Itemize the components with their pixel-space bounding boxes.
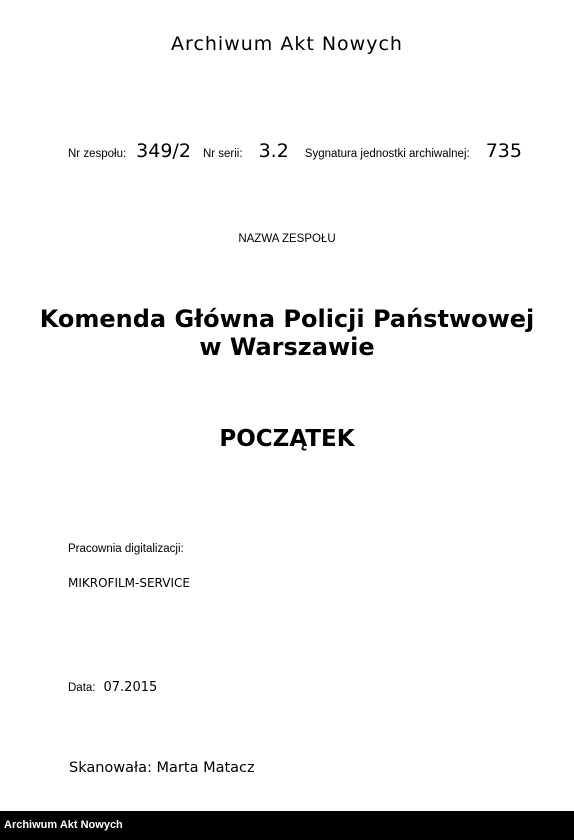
scanned-by: Skanowała: Marta Matacz — [69, 760, 255, 776]
signature-label: Sygnatura jednostki archiwalnej: — [304, 148, 470, 160]
date-row — [68, 680, 157, 695]
footer-archive-name: Archiwum Akt Nowych — [4, 819, 123, 831]
fonds-number-label: Nr zespołu: — [68, 148, 127, 160]
fonds-name — [0, 305, 574, 361]
series-number-value: 3.2 — [258, 140, 289, 162]
archive-title: Archiwum Akt Nowych — [171, 33, 403, 55]
fonds-name-line1: Komenda Główna Policji Państwowej — [39, 305, 535, 333]
metadata-row — [68, 140, 522, 162]
digitization-value: MIKROFILM-SERVICE — [68, 576, 190, 590]
date-value: 07.2015 — [103, 680, 158, 695]
fonds-number-value: 349/2 — [136, 140, 191, 162]
start-marker: POCZĄTEK — [219, 426, 355, 452]
signature-value: 735 — [485, 140, 522, 162]
digitization-label: Pracownia digitalizacji: — [68, 543, 184, 555]
date-label: Data: — [68, 682, 96, 694]
series-number-label: Nr serii: — [202, 148, 243, 160]
footer-bar — [0, 811, 574, 840]
fonds-section-label: NAZWA ZESPOŁU — [238, 233, 336, 245]
fonds-name-line2: w Warszawie — [199, 333, 375, 361]
